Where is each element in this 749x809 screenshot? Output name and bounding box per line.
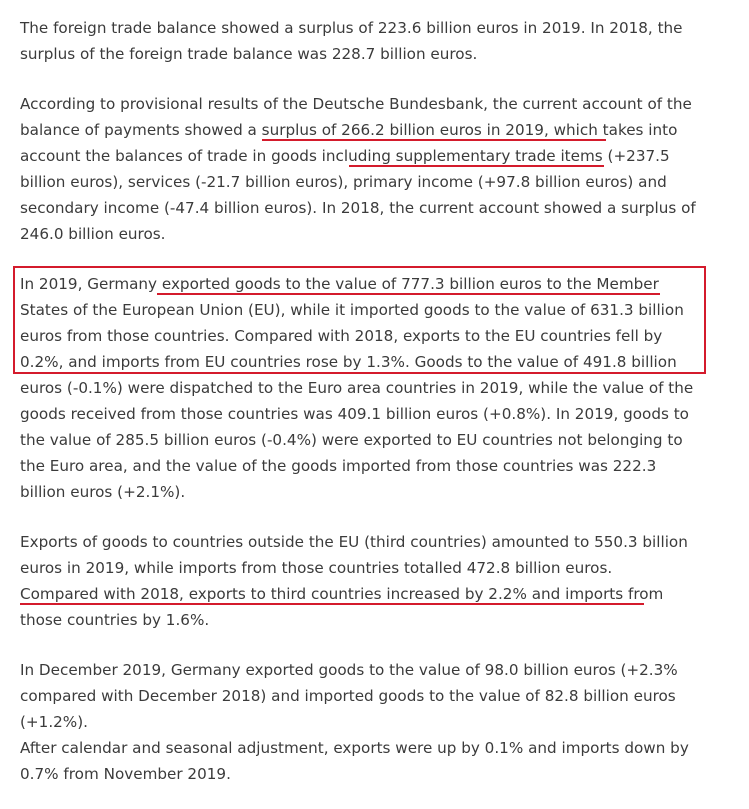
text-line: Compared with 2018, exports to third countries increased by 2.2% and imports from — [20, 585, 664, 603]
highlight-underline — [349, 165, 604, 167]
highlight-underline — [20, 603, 644, 605]
text-line: surplus of the foreign trade balance was 228.7 billion euros. — [20, 45, 478, 63]
text-line: In December 2019, Germany exported goods to the value of 98.0 billion euros (+2.3% — [20, 661, 678, 679]
text-line: euros (-0.1%) were dispatched to the Euro area countries in 2019, while the value of the — [20, 379, 694, 397]
text-line: billion euros (+2.1%). — [20, 483, 186, 501]
text-line: euros from those countries. Compared with 2018, exports to the EU countries fell by — [20, 327, 663, 345]
highlight-underline — [262, 139, 606, 141]
text-line: 0.2%, and imports from EU countries rose by 1.3%. Goods to the value of 491.8 billion — [20, 353, 677, 371]
text-line: After calendar and seasonal adjustment, exports were up by 0.1% and imports down by — [20, 739, 689, 757]
highlight-box — [13, 266, 706, 374]
text-line: According to provisional results of the Deutsche Bundesbank, the current account of the — [20, 95, 692, 113]
text-line: billion euros), services (-21.7 billion euros), primary income (+97.8 billion euros) and — [20, 173, 667, 191]
text-line: euros in 2019, while imports from those countries totalled 472.8 billion euros. — [20, 559, 613, 577]
text-line: compared with December 2018) and imported goods to the value of 82.8 billion euros — [20, 687, 676, 705]
text-line: The foreign trade balance showed a surplus of 223.6 billion euros in 2019. In 2018, the — [20, 19, 683, 37]
text-line: secondary income (-47.4 billion euros). In 2018, the current account showed a surplus of — [20, 199, 696, 217]
text-line: goods received from those countries was 409.1 billion euros (+0.8%). In 2019, goods to — [20, 405, 689, 423]
text-line: States of the European Union (EU), while it imported goods to the value of 631.3 billion — [20, 301, 684, 319]
text-line: account the balances of trade in goods including supplementary trade items (+237.5 — [20, 147, 670, 165]
text-line: the Euro area, and the value of the goods imported from those countries was 222.3 — [20, 457, 657, 475]
text-line: (+1.2%). — [20, 713, 88, 731]
text-line: the value of 285.5 billion euros (-0.4%) were exported to EU countries not belonging to — [20, 431, 683, 449]
text-line: In 2019, Germany exported goods to the value of 777.3 billion euros to the Member — [20, 275, 659, 293]
text-line: balance of payments showed a surplus of 266.2 billion euros in 2019, which takes into — [20, 121, 678, 139]
text-line: 246.0 billion euros. — [20, 225, 166, 243]
text-line: 0.7% from November 2019. — [20, 765, 231, 783]
text-line: Exports of goods to countries outside the EU (third countries) amounted to 550.3 billion — [20, 533, 688, 551]
text-line: those countries by 1.6%. — [20, 611, 210, 629]
